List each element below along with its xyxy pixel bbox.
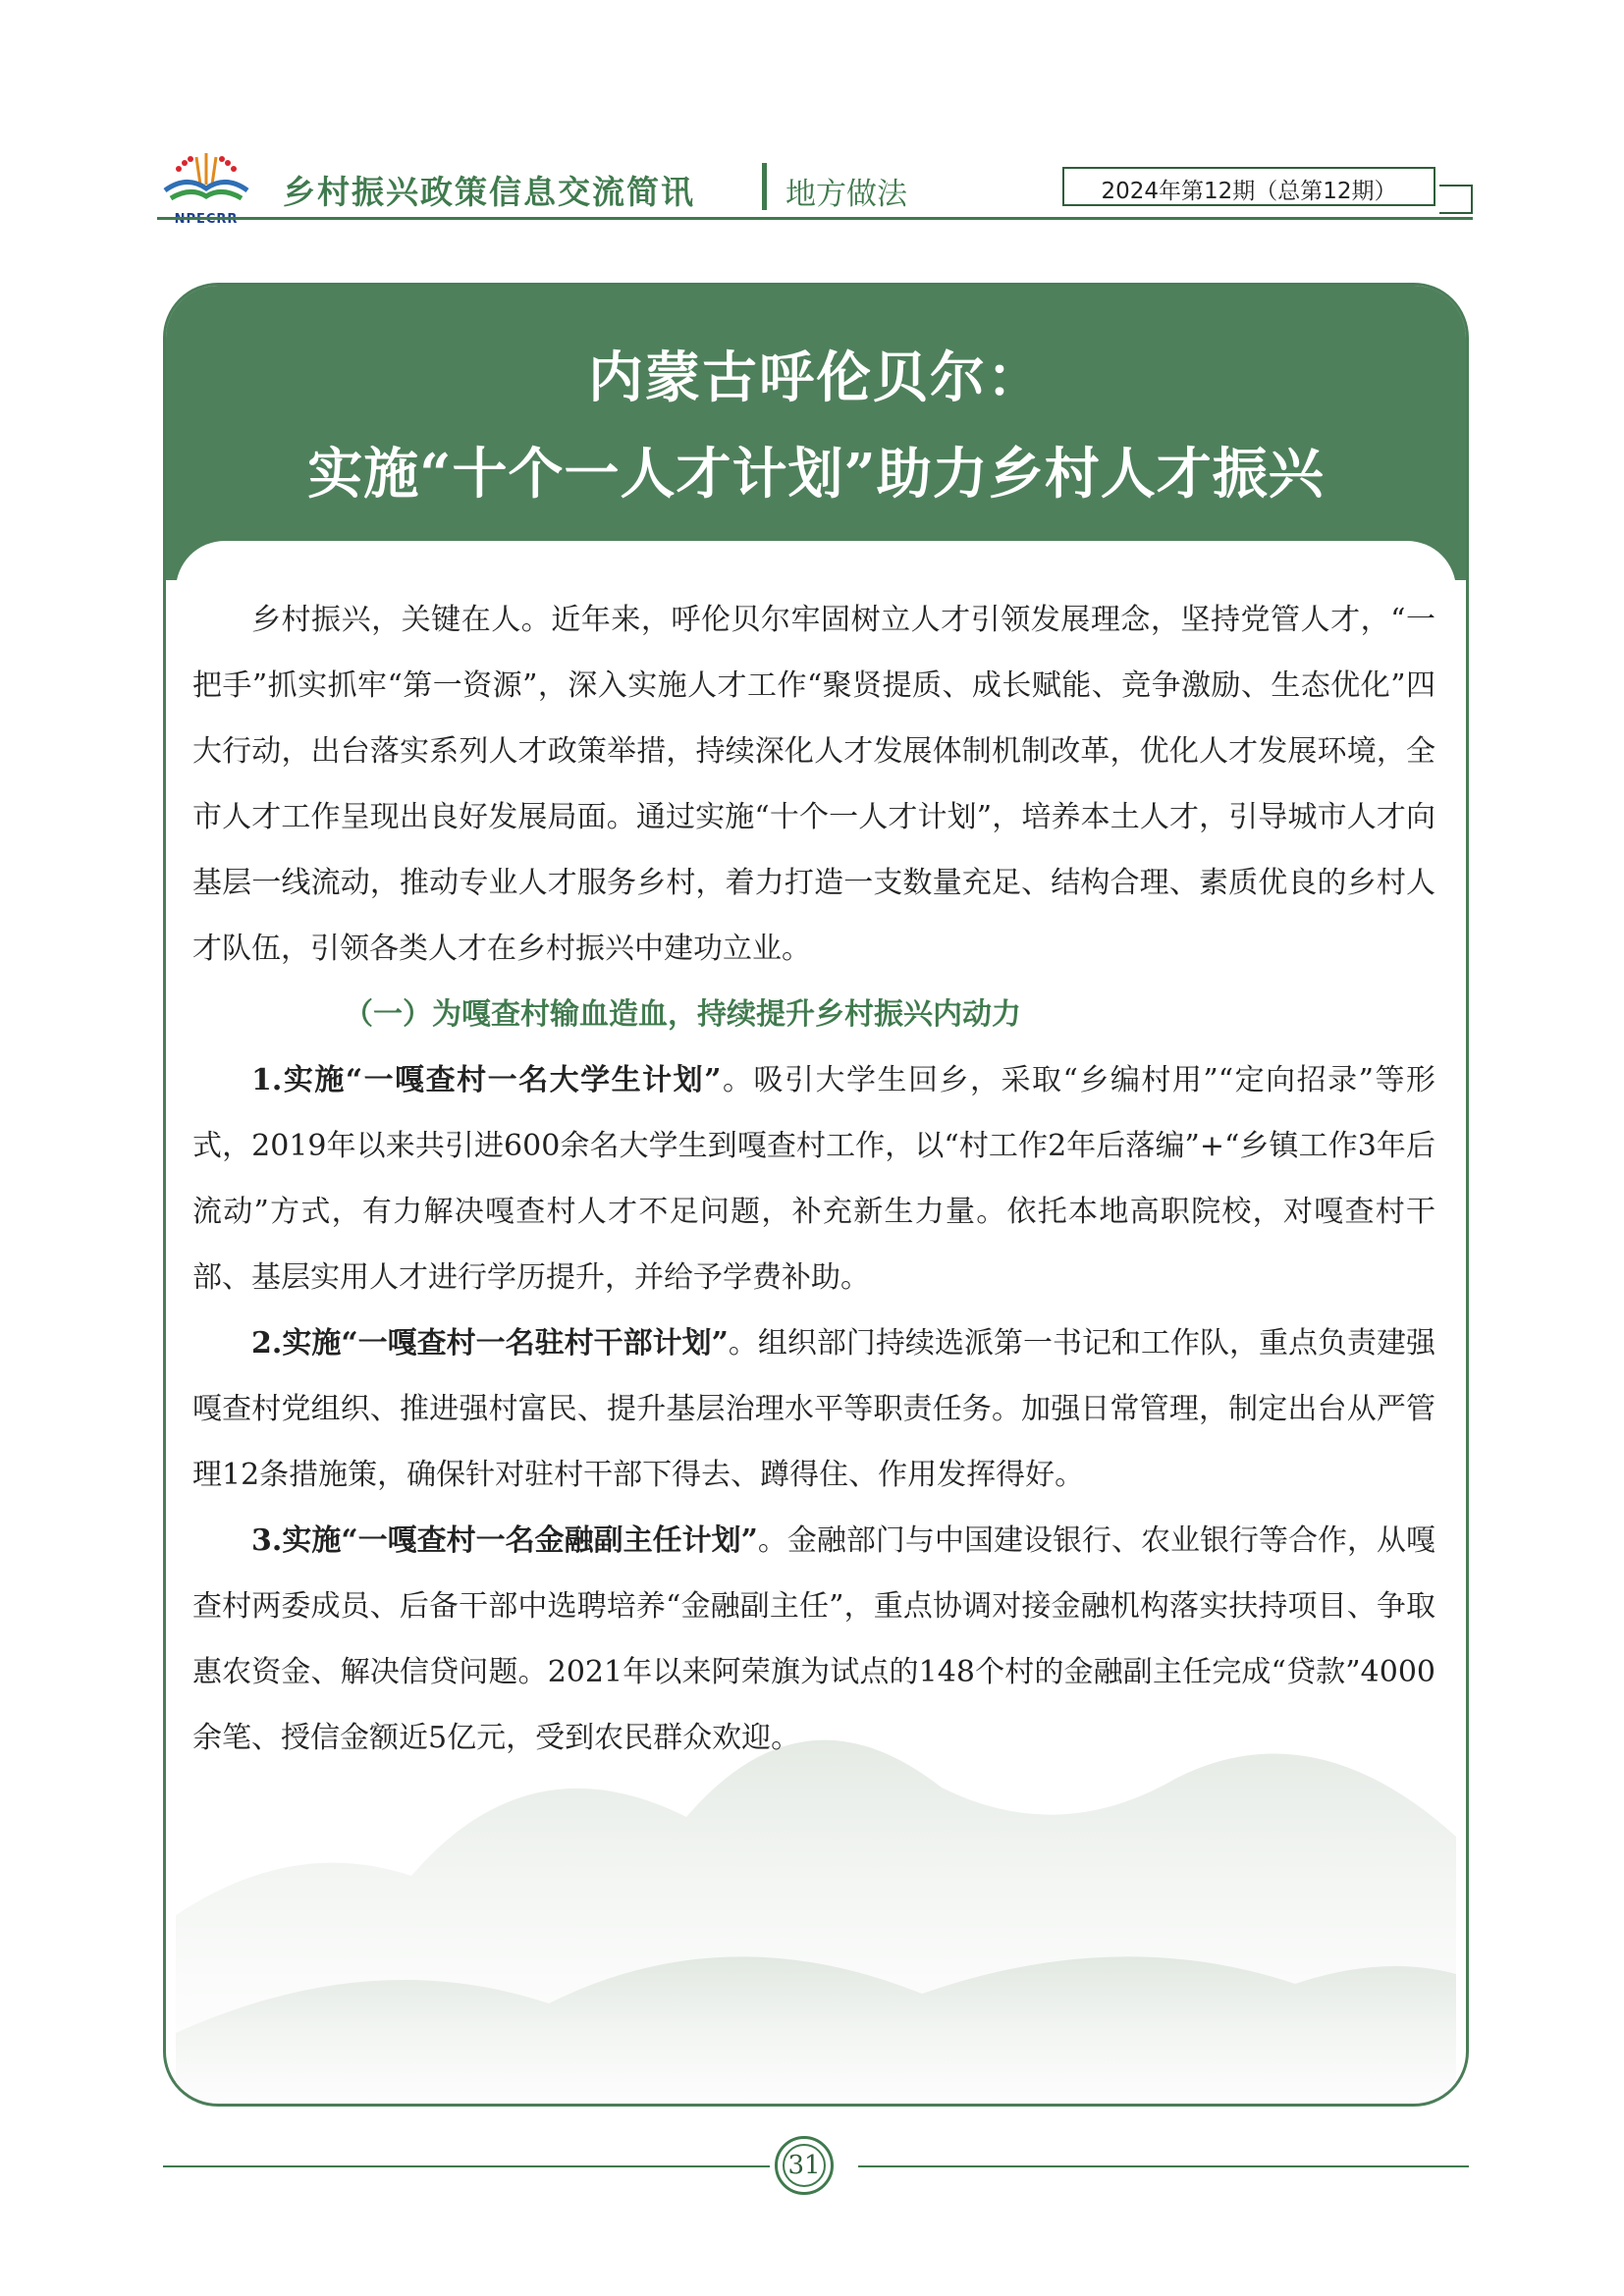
page-number-badge	[775, 2136, 834, 2195]
title-band	[166, 286, 1466, 580]
item-lead-2: 2.实施“一嘎查村一名驻村干部计划”	[251, 1326, 729, 1361]
item-lead-1: 1.实施“一嘎查村一名大学生计划”	[251, 1063, 722, 1097]
article-title-line-1: 内蒙古呼伦贝尔：	[588, 346, 1044, 410]
article-title-line-2: 实施“十个一人才计划”助力乡村人才振兴	[307, 442, 1325, 507]
subheading: （一）为嘎查村输血造血，持续提升乡村振兴内动力	[344, 997, 1021, 1032]
footer-rule-right	[858, 2165, 1469, 2167]
header-separator	[762, 163, 767, 210]
item-text-2: 。组织部门持续选派第一书记和工作队，重点负责建强嘎查村党组织、推进强村富民、提升基层治理水平等职责任务。加强日常管理，制定出台从严管理12条措施策，确保针对驻村干部下得去、蹲得住、作用发挥得好。	[192, 1326, 1435, 1492]
issue-label: 2024年第12期（总第12期）	[1101, 179, 1397, 204]
publication-title: 乡村振兴政策信息交流简讯	[283, 173, 695, 211]
npecrr-logo	[157, 147, 255, 226]
item-text-1: 。吸引大学生回乡，采取“乡编村用”“定向招录”等形式，2019年以来共引进600余名大学生到嘎查村工作，以“村工作2年后落编”+“乡镇工作3年后流动”方式，有力解决嘎查村人才不足问题，补充新生力量。依托本地高职院校，对嘎查村干部、基层实用人才进行学历提升，并给予学费补助。	[192, 1063, 1435, 1295]
footer-rule-left	[163, 2165, 770, 2167]
item-lead-3: 3.实施“一嘎查村一名金融副主任计划”	[251, 1523, 758, 1558]
item-paragraph-1	[192, 1047, 1435, 1310]
page-number: 31	[783, 2144, 826, 2187]
item-paragraph-3	[192, 1508, 1435, 1771]
issue-box-tab	[1439, 185, 1473, 214]
issue-box	[1062, 167, 1435, 206]
page-header	[157, 128, 1473, 226]
wheat-logo-icon	[157, 147, 255, 210]
intro-paragraph: 乡村振兴，关键在人。近年来，呼伦贝尔牢固树立人才引领发展理念，坚持党管人才，“一把手”抓实抓牢“第一资源”，深入实施人才工作“聚贤提质、成长赋能、竞争激励、生态优化”四大行动，出台落实系列人才政策举措，持续深化人才发展体制机制改革，优化人才发展环境，全市人才工作呈现出良好发展局面。通过实施“十个一人才计划”，培养本土人才，引导城市人才向基层一线流动，推动专业人才服务乡村，着力打造一支数量充足、结构合理、素质优良的乡村人才队伍，引领各类人才在乡村振兴中建功立业。	[192, 603, 1435, 966]
item-text-3: 。金融部门与中国建设银行、农业银行等合作，从嘎查村两委成员、后备干部中选聘培养“金融副主任”，重点协调对接金融机构落实扶持项目、争取惠农资金、解决信贷问题。2021年以来阿荣旗为试点的148个村的金融副主任完成“贷款”4000余笔、授信金额近5亿元，受到农民群众欢迎。	[192, 1523, 1435, 1755]
section-name: 地方做法	[785, 177, 907, 212]
item-paragraph-2	[192, 1310, 1435, 1508]
header-rule	[157, 217, 1473, 220]
article-body	[192, 587, 1435, 1771]
